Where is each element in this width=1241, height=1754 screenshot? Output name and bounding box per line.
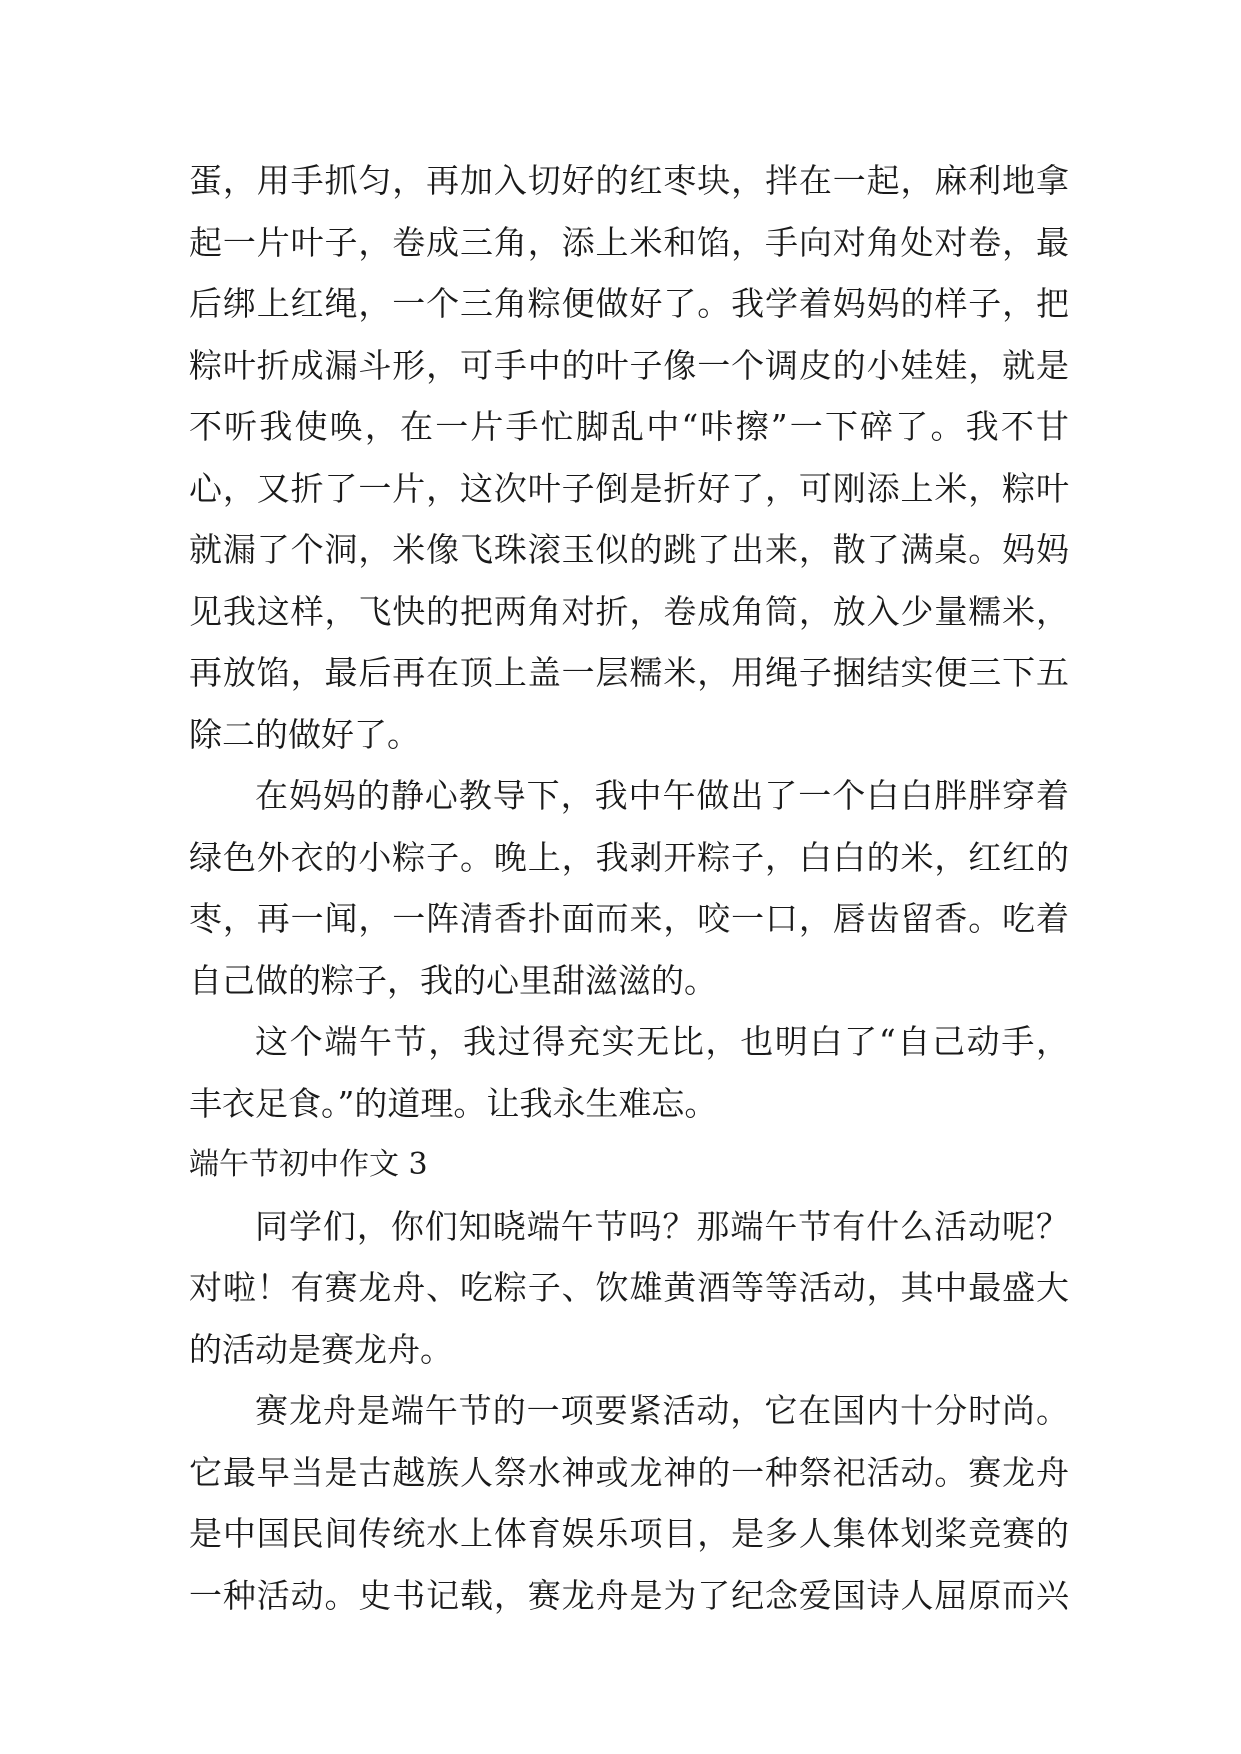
text-line: 再放馅，最后再在顶上盖一层糯米，用绳子捆结实便三下五 — [189, 653, 1069, 692]
text-line: 绿色外衣的小粽子。晚上，我剥开粽子，白白的米，红红的 — [189, 837, 1069, 877]
text-line: 赛龙舟是端午节的一项要紧活动，它在国内十分时尚。 — [255, 1391, 1069, 1430]
text-line: 后绑上红绳，一个三角粽便做好了。我学着妈妈的样子，把 — [189, 284, 1069, 323]
text-line: 除二的做好了。 — [189, 714, 420, 754]
text-line: 蛋，用手抓匀，再加入切好的红枣块，拌在一起，麻利地拿 — [189, 161, 1069, 200]
text-line: 心，又折了一片，这次叶子倒是折好了，可刚添上米，粽叶 — [189, 468, 1069, 508]
text-line: 枣，再一闻，一阵清香扑面而来，咬一口，唇齿留香。吃着 — [189, 899, 1069, 938]
text-line: 在妈妈的静心教导下，我中午做出了一个白白胖胖穿着 — [255, 776, 1069, 815]
text-line: 这个端午节，我过得充实无比，也明白了“自己动手， — [255, 1022, 1069, 1061]
text-line: 的活动是赛龙舟。 — [189, 1329, 453, 1369]
text-line: 不听我使唤，在一片手忙脚乱中“咔擦”一下碎了。我不甘 — [189, 407, 1069, 446]
document-body — [189, 150, 1069, 1626]
text-line: 起一片叶子，卷成三角，添上米和馅，手向对角处对卷，最 — [189, 222, 1069, 262]
text-line: 一种活动。史书记载，赛龙舟是为了纪念爱国诗人屈原而兴 — [189, 1575, 1069, 1615]
text-line: 它最早当是古越族人祭水神或龙神的一种祭祀活动。赛龙舟 — [189, 1452, 1069, 1492]
text-line: 对啦！有赛龙舟、吃粽子、饮雄黄酒等等活动，其中最盛大 — [189, 1268, 1069, 1307]
text-line: 见我这样，飞快的把两角对折，卷成角筒，放入少量糯米， — [189, 591, 1069, 631]
text-line: 粽叶折成漏斗形，可手中的叶子像一个调皮的小娃娃，就是 — [189, 345, 1069, 385]
text-line: 同学们，你们知晓端午节吗？那端午节有什么活动呢？ — [255, 1206, 1069, 1246]
text-line: 就漏了个洞，米像飞珠滚玉似的跳了出来，散了满桌。妈妈 — [189, 530, 1069, 569]
text-line: 是中国民间传统水上体育娱乐项目，是多人集体划桨竞赛的 — [189, 1514, 1069, 1553]
section-heading: 端午节初中作文 3 — [189, 1147, 428, 1182]
text-line: 自己做的粽子，我的心里甜滋滋的。 — [189, 960, 717, 1000]
text-line: 丰衣足食。”的道理。让我永生难忘。 — [189, 1083, 718, 1123]
